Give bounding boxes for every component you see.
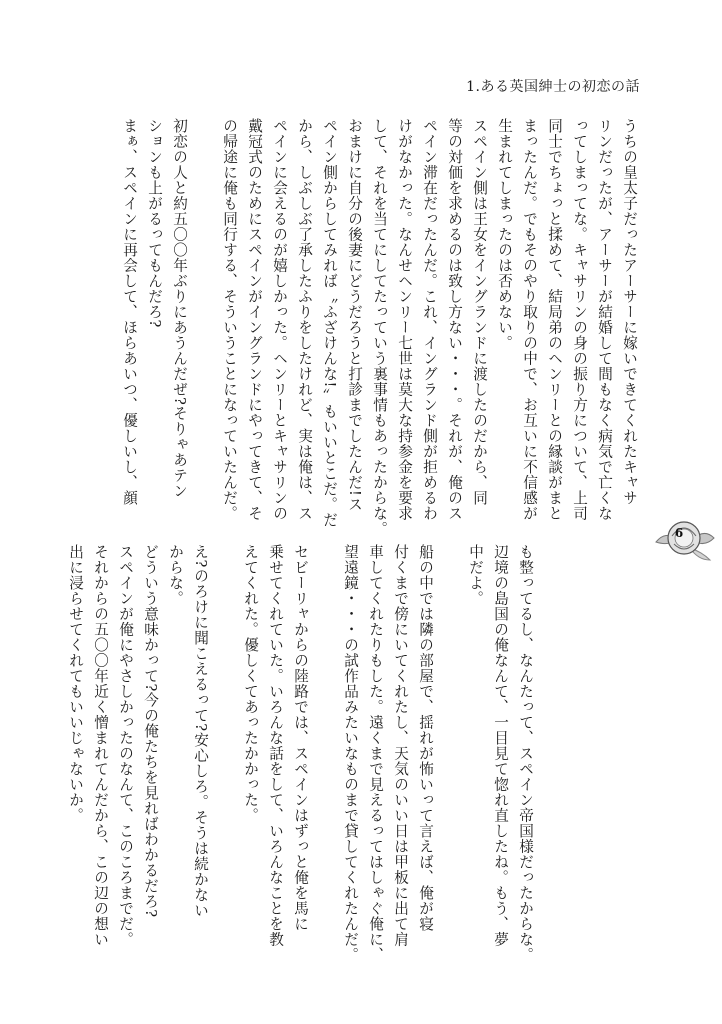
text-line: 付くまで傍にいてくれたし、天気のいい日は甲板に出て肩: [392, 544, 409, 947]
text-line: の帰途に俺も同行する、そういうことになっていたんだ。: [221, 118, 238, 521]
text-line: えてくれた。優しくてあったかかった。: [242, 544, 259, 823]
running-title: 1.ある英国紳士の初恋の話: [466, 79, 640, 95]
text-line: 戴冠式のためにスペインがイングランドにやってきて、そ: [246, 118, 263, 521]
text-line: ションも上がるってもんだろ?: [146, 118, 163, 329]
text-line: けがなかった。なんせヘンリー七世は莫大な持参金を要求: [396, 118, 413, 521]
text-line: からな。: [167, 544, 184, 606]
text-line: うちの皇太子だったアーサーに嫁いできてくれたキャサ: [621, 118, 638, 506]
text-line: 初恋の人と約五〇〇年ぶりにあうんだぜ?そりゃあテン: [171, 118, 188, 499]
text-line: 船の中では隣の部屋で、揺れが怖いって言えば、俺が寝: [417, 544, 434, 932]
text-line: 出に浸らせてくれてもいいじゃないか。: [67, 544, 84, 823]
text-line: スペイン側は王女をイングランドに渡したのだから、同: [471, 118, 488, 506]
text-line: それからの五〇〇年近く憎まれてんだから、この辺の想い: [92, 544, 109, 947]
text-line: [438, 544, 463, 944]
text-line: も整ってるし、なんたって、スペイン帝国様だったからな。: [517, 544, 534, 963]
text-line: どういう意味かって?今の俺たちを見ればわかるだろ?: [142, 544, 159, 918]
text-line: まったんだ。でもそのやり取りの中で、お互いに不信感が: [521, 118, 538, 521]
lower-text-column: [63, 544, 538, 963]
text-line: [192, 118, 217, 504]
text-line: 等の対価を求めるのは致し方ない・・・。それが、俺のス: [446, 118, 463, 521]
text-line: 車してくれたりもした。遠くまで見えるってはしゃぐ俺に、: [367, 544, 384, 963]
text-line: 乗せてくれていた。いろんな話をして、いろんなことを教: [267, 544, 284, 947]
text-line: リンだったが、アーサーが結婚して間もなく病気で亡くな: [596, 118, 613, 521]
text-line: [213, 544, 238, 944]
text-line: ペイン滞在だったんだ。これ、イングランド側が拒めるわ: [421, 118, 438, 521]
upper-text-column: [117, 118, 642, 537]
text-line: 望遠鏡・・・の試作品みたいなものまで貸してくれたんだ。: [342, 544, 359, 963]
text-line: ペイン側からしてみれば〝ふざけんな!〟もいいとこだ。だ: [321, 118, 338, 528]
text-line: ってしまってな。キャサリンの身の振り方について、上司: [571, 118, 588, 521]
text-line: え?のろけに聞こえるって?安心しろ。そうは続かない: [192, 544, 209, 918]
text-line: 同士でちょっと揉めて、結局弟のヘンリーとの縁談がまと: [546, 118, 563, 521]
text-line: ペインに会えるのが嬉しかった。ヘンリーとキャサリンの: [271, 118, 288, 521]
text-line: まぁ、スペインに再会して、ほらあいつ、優しいし、顔: [121, 118, 138, 506]
text-line: 中だよ。: [467, 544, 484, 606]
text-line: から、しぶしぶ了承したふりをしたけれど、実は俺は、ス: [296, 118, 313, 521]
text-line: おまけに自分の後妻にどうだろうと打診までしたんだ!ス: [346, 118, 363, 513]
text-line: 辺境の島国の俺なんて、一目見て惚れ直したね。もう、夢: [492, 544, 509, 947]
text-line: セビーリャからの陸路では、スペインはずっと俺を馬に: [292, 544, 309, 932]
text-line: して、それを当てにしてたっていう裏事情もあったからな。: [371, 118, 388, 537]
page-number: 6: [674, 526, 684, 540]
text-line: スペインが俺にやさしかったのなんて、このころまでだ。: [117, 544, 134, 947]
text-line: 生まれてしまったのは否めない。: [496, 118, 513, 351]
text-line: [313, 544, 338, 944]
